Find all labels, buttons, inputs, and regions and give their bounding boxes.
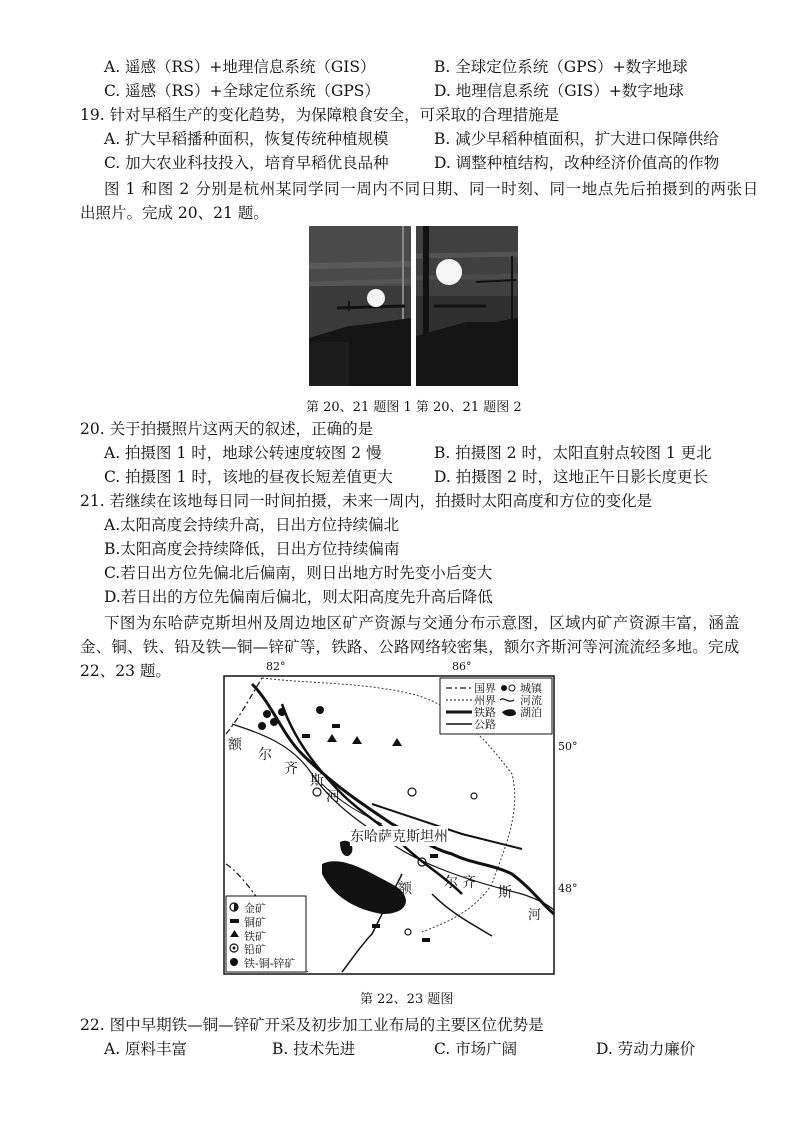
legend-iron: 铁矿	[244, 930, 266, 943]
legend-road: 公路	[474, 718, 496, 731]
q22-option-c: C. 市场广阔	[434, 1040, 518, 1058]
q21-option-a: A.太阳高度会持续升高，日出方位持续偏北	[104, 516, 400, 534]
q21-option-b: B.太阳高度会持续降低，日出方位持续偏南	[104, 540, 400, 558]
q19-option-a: A. 扩大早稻播种面积，恢复传统种植规模	[104, 130, 389, 148]
q22-stem: 22. 图中早期铁—铜—锌矿开采及初步加工业布局的主要区位优势是	[80, 1016, 544, 1034]
q21-option-c: C.若日出方位先偏北后偏南，则日出地方时先变小后变大	[104, 564, 493, 582]
map-label-si2: 斯	[498, 885, 512, 901]
q20-option-a: A. 拍摄图 1 时，地球公转速度较图 2 慢	[104, 444, 382, 462]
map-label-region: 东哈萨克斯坦州	[350, 826, 448, 846]
q22-option-a: A. 原料丰富	[104, 1040, 188, 1058]
intro-20-21-line2: 出照片。完成 20、21 题。	[80, 204, 269, 222]
sunrise-photo-2-drawing	[416, 226, 518, 386]
q19-option-c: C. 加大农业科技投入，培育早稻优良品种	[104, 154, 389, 172]
q22-option-d: D. 劳动力廉价	[596, 1040, 696, 1058]
q18-option-d: D. 地理信息系统（GIS）+数字地球	[434, 82, 684, 100]
map-caption: 第 22、23 题图	[360, 992, 454, 1007]
legend-border: 国界	[474, 682, 496, 695]
q21-stem: 21. 若继续在该地每日同一时间拍摄，未来一周内，拍摄时太阳高度和方位的变化是	[80, 492, 653, 510]
sunrise-photo-1-drawing	[309, 226, 411, 386]
legend-lake: 湖泊	[520, 706, 542, 719]
legend-fe-cu-zn: 铁-铜-锌矿	[244, 957, 296, 970]
q21-option-d: D.若日出的方位先偏南后偏北，则太阳高度先升高后降低	[104, 588, 493, 606]
legend-copper: 铜矿	[244, 916, 266, 929]
map-label-si1: 斯	[310, 773, 324, 789]
legend-state: 州界	[474, 694, 496, 707]
map-lat-48: 48°	[558, 882, 578, 895]
map-label-qi1: 齐	[284, 761, 298, 777]
q20-stem: 20. 关于拍摄照片这两天的叙述，正确的是	[80, 420, 374, 438]
photo-caption: 第 20、21 题图 1 第 20、21 题图 2	[306, 400, 522, 415]
map-label-e2: 额	[398, 881, 412, 897]
map-label-he: 河	[326, 789, 340, 805]
q20-option-b: B. 拍摄图 2 时，太阳直射点较图 1 更北	[434, 444, 712, 462]
q19-option-d: D. 调整种植结构，改种经济价值高的作物	[434, 154, 720, 172]
intro-22-23-line2: 金、铜、铁、铅及铁—铜—锌矿等，铁路、公路网络较密集，额尔齐斯河等河流流经多地。完成	[80, 638, 740, 656]
map-label-he2: 河	[528, 908, 542, 923]
sunrise-photo-1	[309, 226, 411, 386]
legend-lead: 铅矿	[244, 943, 266, 956]
sunrise-photo-2	[416, 226, 518, 386]
q18-option-c: C. 遥感（RS）+全球定位系统（GPS）	[104, 82, 380, 100]
legend-river: 河流	[520, 694, 542, 707]
intro-22-23-line1: 下图为东哈萨克斯坦州及周边地区矿产资源与交通分布示意图，区域内矿产资源丰富，涵盖	[104, 614, 741, 632]
map-label-er1: 尔	[258, 747, 272, 763]
legend-gold: 金矿	[244, 902, 266, 915]
q20-option-c: C. 拍摄图 1 时，该地的昼夜长短差值更大	[104, 468, 393, 486]
map-lon-86: 86°	[452, 660, 472, 673]
q22-option-b: B. 技术先进	[272, 1040, 356, 1058]
intro-22-23-line3: 22、23 题。	[80, 662, 171, 680]
map-lon-82: 82°	[266, 660, 286, 673]
map-label-e1: 额	[228, 737, 242, 753]
mineral-map-svg	[222, 674, 556, 976]
map-lat-50: 50°	[558, 740, 578, 753]
intro-20-21-line1: 图 1 和图 2 分别是杭州某同学同一周内不同日期、同一时刻、同一地点先后拍摄到的两张日	[104, 180, 759, 198]
q19-stem: 19. 针对早稻生产的变化趋势，为保障粮食安全，可采取的合理措施是	[80, 106, 560, 124]
q19-option-b: B. 减少早稻种植面积，扩大进口保障供给	[434, 130, 719, 148]
q18-option-a: A. 遥感（RS）+地理信息系统（GIS）	[104, 58, 376, 76]
q18-option-b: B. 全球定位系统（GPS）+数字地球	[434, 58, 688, 76]
map-label-er2: 尔	[444, 875, 458, 891]
q20-option-d: D. 拍摄图 2 时，这地正午日影长度更长	[434, 468, 708, 486]
mineral-map	[222, 660, 578, 976]
legend-rail: 铁路	[474, 706, 496, 719]
map-label-qi2: 齐	[462, 875, 476, 891]
legend-town: 城镇	[520, 682, 542, 695]
